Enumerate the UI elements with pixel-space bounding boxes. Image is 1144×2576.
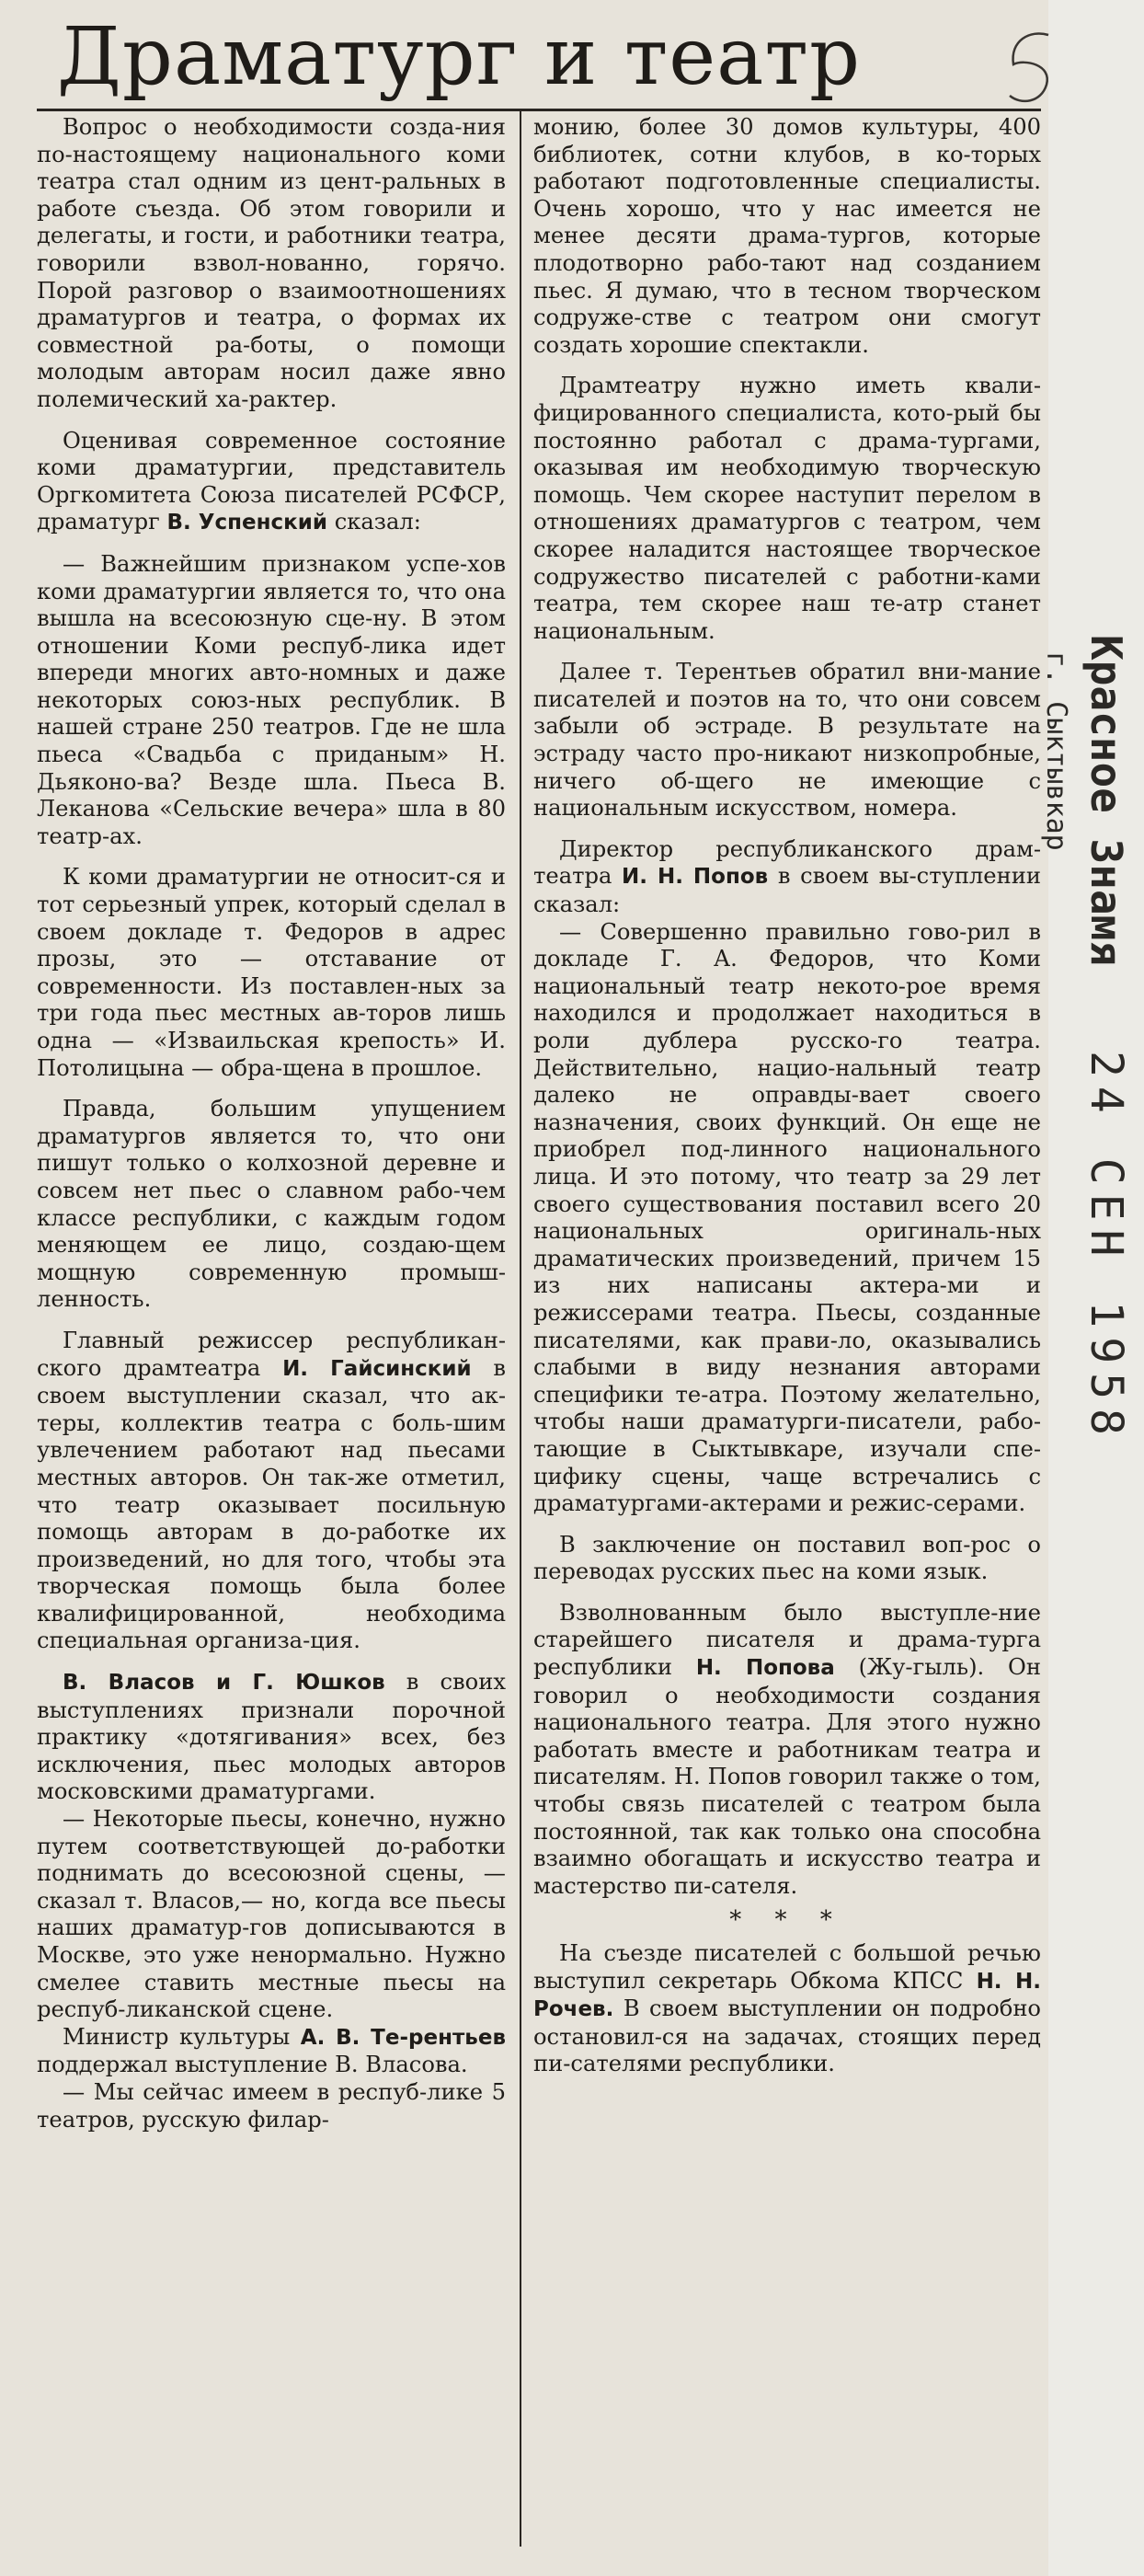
speaker-name: И. Гайсинский — [282, 1356, 472, 1381]
paragraph: Министр культуры А. В. Те-рентьев поддержал выступление В. Власова. — [37, 2023, 506, 2078]
section-separator: * * * — [729, 1906, 845, 1935]
handwritten-mark-icon — [993, 28, 1067, 110]
speaker-name: И. Н. Попов — [622, 865, 769, 890]
paragraph: Главный режиссер республикан-ского драмтеатра И. Гайсинский в своем выступлении сказал, что ак-теры, коллектив театра с боль-шим увлечением работают над пьесами местных авторов. Он так-же отметил, что театр оказывает посильную помощь авторам в до-работке их произведений, но для того, чтобы эта творческая помощь была более квалифицированной, необходима специальная организа-ция. — [37, 1327, 506, 1654]
paragraph: — Некоторые пьесы, конечно, нужно путем соответствующей до-работки поднимать до всесоюзной сцены, — сказал т. Власов,— но, когда все пьесы наших драматур-гов дописываются в Москве, это уже ненормально. Нужно смелее ставить местные пьесы на респуб-ликанской сцене. — [37, 1806, 506, 2023]
speaker-name: Н. Н. Рочев. — [533, 1969, 1041, 2022]
paragraph: В заключение он поставил воп-рос о переводах русских пьес на коми язык. — [533, 1531, 1041, 1585]
paragraph: — Мы сейчас имеем в респуб-лике 5 театров, русскую филар- — [37, 2078, 506, 2133]
article-column-left — [37, 109, 506, 2133]
paragraph: Драмтеатру нужно иметь квали-фицированного специалиста, кото-рый бы постоянно работал с драма-тургами, оказывая им необходимую творческую помощь. Чем скорее наступит перелом в отношениях драматургов с театром, чем скорее наладится настоящее творческое содружество писателей с работни-ками театра, тем скорее наш те-атр станет национальным. — [533, 373, 1041, 644]
paragraph: Правда, большим упущением драматургов является то, что они пишут только о колхозной деревне и совсем нет пьес о славном рабо-чем классе республики, с каждым годом меняющем ее лицо, создаю-щем мощную современную промыш-ленность. — [37, 1096, 506, 1313]
speaker-name: Н. Попова — [695, 1656, 835, 1681]
paragraph: — Важнейшим признаком успе-хов коми драматургии является то, что она вышла на всесоюзную сце-ну. В этом отношении Коми респуб-лика идет впереди многих авто-номных и даже некоторых союз-ных республик. В нашей стране 250 театров. Где не шла пьеса «Свадьба с приданым» Н. Дьяконо-ва? Везде шла. Пьеса В. Леканова «Сельские вечера» шла в 80 театр-ах. — [37, 550, 506, 849]
speaker-name: В. Власов и Г. Юшков — [63, 1671, 385, 1696]
paragraph: — Совершенно правильно гово-рил в докладе Г. А. Федоров, что Коми национальный театр некото-рое время находился и продолжает находиться в роли дублера русско-го театра. Действительно, нацио-нальный театр далеко не оправды-вает своего назначения, своих функций. Он еще не приобрел под-линного национального лица. И это потому, что театр за 29 лет своего существования поставил всего 20 национальных оригиналь-ных драматических произведений, причем 15 из них написаны актера-ми и режиссерами театра. Пьесы, созданные писателями, как прави-ло, оказывались слабыми в виду незнания авторами специфики те-атра. Поэтому желательно, чтобы наши драматурги-писатели, рабо-тающие в Сыктывкаре, изучали спе-цифику сцены, чаще встречались с драматургами-актерами и режис-серами. — [533, 918, 1041, 1517]
article-column-right — [533, 109, 1041, 2078]
speaker-name: В. Успенский — [166, 511, 328, 535]
stamp-city: г. Сыктывкар — [1040, 651, 1072, 851]
speaker-name: А. В. Те-рентьев — [300, 2025, 506, 2050]
paragraph: Вопрос о необходимости созда-ния по-настоящему национального коми театра стал одним из цент-ральных в работе съезда. Об этом говорили и делегаты, и гости, и работники театра, говорили взвол-нованно, горячо. Порой разговор о взаимоотношениях драматургов и театра, о формах их совместной ра-боты, о помощи молодым авторам носил даже явно полемический ха-рактер. — [37, 114, 506, 412]
column-divider — [520, 109, 521, 2547]
paragraph: Далее т. Терентьев обратил вни-мание писателей и поэтов на то, что они совсем забыли об эстраде. В результате на эстраду часто про-никают низкопробные, ничего об-щего не имеющие с национальным искусством, номера. — [533, 659, 1041, 822]
paragraph: В. Власов и Г. Юшков в своих выступлениях признали порочной практику «дотягивания» всех, без исключения, пьес молодых авторов московскими драматургами. — [37, 1669, 506, 1805]
paragraph: Оценивая современное состояние коми драматургии, представитель Оргкомитета Союза писателей РСФСР, драматург В. Успенский сказал: — [37, 427, 506, 535]
paragraph: К коми драматургии не относит-ся и тот серьезный упрек, который сделал в своем докладе т. Федоров в адрес прозы, это — отставание от современности. Из поставлен-ных за три года пьес местных ав-торов лишь одна — «Изваильская крепость» И. Потолицына — обра-щена в прошлое. — [37, 864, 506, 1081]
newspaper-date-stamp — [1012, 635, 1131, 1518]
article-headline: Драматург и театр — [57, 11, 862, 103]
stamp-date: 24 СЕН 1958 — [1081, 1051, 1132, 1444]
paragraph: монию, более 30 домов культуры, 400 библиотек, сотни клубов, в ко-торых работают подготовленные специалисты. Очень хорошо, что у нас имеется не менее десяти драма-тургов, которые плодотворно рабо-тают над созданием пьес. Я думаю, что в тесном творческом содруже-стве с театром они смогут создать хорошие спектакли. — [533, 114, 1041, 358]
paragraph: На съезде писателей с большой речью выступил секретарь Обкома КПСС Н. Н. Рочев. В своем выступлении он подробно остановил-ся на задачах, стоящих перед пи-сателями республики. — [533, 1940, 1041, 2077]
paragraph: Взволнованным было выступле-ние старейшего писателя и драма-турга республики Н. Попова (Жу-гыль). Он говорил о необходимости создания национального театра. Для этого нужно работать вместе и работникам театра и писателям. Н. Попов говорил также о том, чтобы связь писателей с театром была постоянной, так как только она способна взаимно обогащать и искусство театра и мастерство пи-сателя. — [533, 1599, 1041, 1899]
stamp-newspaper-name: Красное Знамя — [1081, 635, 1131, 967]
paragraph: Директор республиканского драм-театра И. Н. Попов в своем вы-ступлении сказал: — [533, 835, 1041, 918]
